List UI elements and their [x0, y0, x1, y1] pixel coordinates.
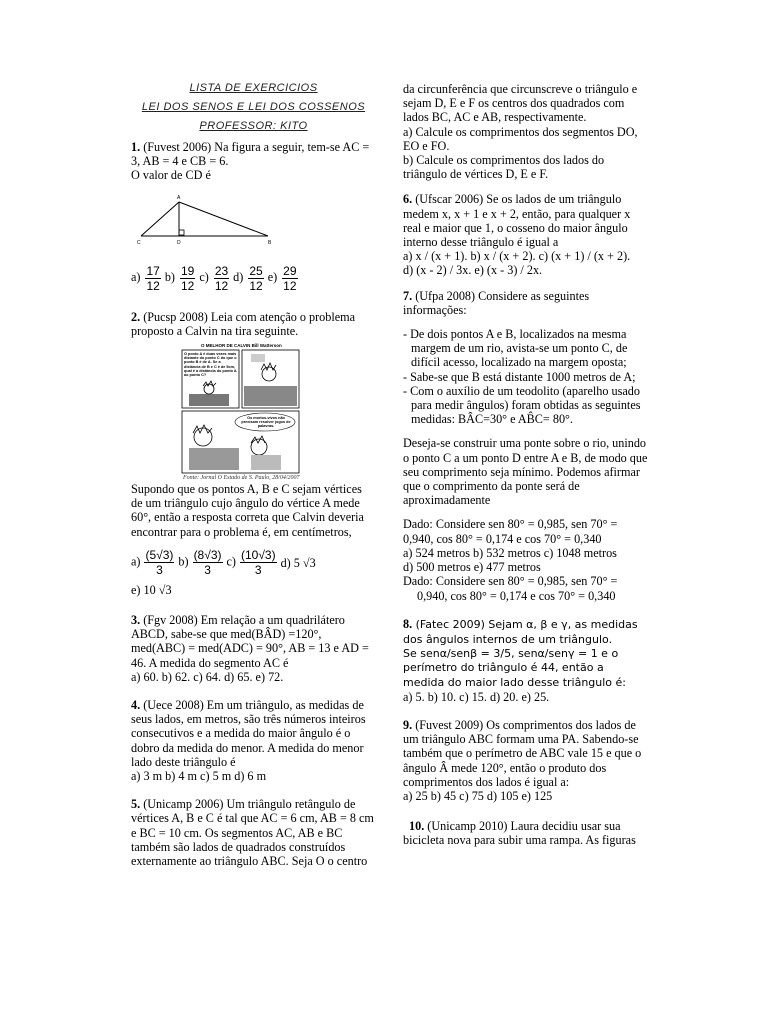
header-title: LISTA DE EXERCICIOS	[189, 82, 318, 94]
question-8-condition: Se senα/senβ = 3/5, senα/senγ = 1 e o perímetro do triângulo é 44, então a medida do maior lado desse triângulo é:	[403, 647, 627, 689]
question-6-options-2: d) (x - 2) / 3x. e) (x - 3) / 2x.	[403, 263, 543, 278]
question-5-continuation: da circunferência que circunscreve o triângulo e sejam D, E e F os centros dos quadrados com lados BC, AC e AB, respectivamente.	[403, 82, 638, 125]
question-7-bullet-1: - De dois pontos A e B, localizados na mesma margem de um rio, avista-se um ponto C, de difícil acesso, localizado na margem oposta;	[403, 327, 628, 370]
comic-source: Fonte: Jornal O Estado de S. Paulo, 28/04/2007	[183, 475, 300, 482]
vertex-a-label: A	[177, 194, 181, 201]
question-5-item-a: a) Calcule os comprimentos dos segmentos DO, EO e FO.	[403, 124, 638, 153]
question-4	[131, 698, 376, 783]
comic-bubble-zombie: Os mortos-vivos não precisam resolver jogos de palavras.	[241, 416, 291, 429]
question-7-bullet-2: - Sabe-se que B está distante 1000 metros de A;	[403, 369, 636, 384]
question-1-prompt: O valor de CD é	[131, 168, 211, 183]
question-7-statement: 7. (Ufpa 2008) Considere as seguintes informações:	[403, 288, 590, 317]
question-5-item-b: b) Calcule os comprimentos dos lados do triângulo de vértices D, E e F.	[403, 153, 605, 182]
comic-title: O MELHOR DE CALVIN Bill Watterson	[201, 343, 282, 349]
question-7-given-2b: 0,940, cos 80° = 0,174 e cos 70° = 0,340	[417, 588, 616, 603]
question-7-given-1: Dado: Considere sen 80° = 0,985, sen 70° = 0,940, cos 80° = 0,174 e cos 70° = 0,340	[403, 517, 618, 546]
question-9-statement: 9. (Fuvest 2009) Os comprimentos dos lados de um triângulo ABC formam uma PA. Sabendo-se também que o perímetro de ABC vale 15 e que o ângulo Â mede 120°, então o produto dos comprimentos dos lados é igual a:	[403, 717, 642, 789]
question-7-given-2a: Dado: Considere sen 80° = 0,985, sen 70° =	[403, 574, 618, 589]
question-7-bullet-3: - Com o auxílio de um teodolito (aparelho usado para medir ângulos) foram obtidas as seguintes medidas: BÂC=30° e AB̂C= 80°.	[403, 383, 641, 427]
option-a: a) $\frac{(5√3)}{3}$	[131, 548, 174, 578]
question-3-options: a) 60. b) 62. c) 64. d) 65. e) 72.	[131, 669, 284, 684]
right-column	[403, 82, 648, 848]
option-a: a) $\frac{17}{12}$	[131, 264, 160, 294]
question-8-statement: 8. (Fatec 2009) Sejam α, β e γ, as medidas dos ângulos internos de um triângulo.	[403, 616, 638, 646]
calvin-comic-strip	[181, 342, 301, 474]
question-1-statement: 1. (Fuvest 2006) Na figura a seguir, tem-se AC = 3, AB = 4 e CB = 6.	[131, 140, 370, 169]
question-9-options: a) 25 b) 45 c) 75 d) 105 e) 125	[403, 788, 553, 803]
question-9	[403, 718, 648, 803]
left-column	[131, 82, 376, 868]
document-header	[131, 82, 376, 133]
question-5-statement: 5. (Unicamp 2006) Um triângulo retângulo de vértices A, B e C é tal que AC = 6 cm, AB = 8 cm e BC = 10 cm. Os segmentos AC, AB e BC também são lados de quadrados construídos externamente ao triângulo ABC. Seja O o centro	[131, 797, 374, 869]
question-8	[403, 617, 648, 704]
option-b: b) $\frac{19}{12}$	[164, 264, 195, 294]
question-3	[131, 613, 376, 684]
question-6-options-1: a) x / (x + 1). b) x / (x + 2). c) (x + 1) / (x + 2).	[403, 249, 631, 264]
comic-bubble-problem: O ponto A é duas vezes mais distante do ponto C do que o ponto B é de A. Se a distância de B e C é de 5cm, qual é a distância do ponto A ao ponto C?	[184, 352, 237, 378]
question-7	[403, 289, 648, 603]
question-7-options-2: d) 500 metros e) 477 metros	[403, 560, 541, 575]
vertex-d-label: D	[177, 239, 181, 246]
question-1-number: 1.	[131, 140, 141, 154]
question-2	[131, 310, 376, 597]
question-2-prompt: Supondo que os pontos A, B e C sejam vértices de um triângulo cujo ângulo do vértice A mede 60°, então a resposta correta que Calvin deveria encontrar para o problema é, em centímetros,	[131, 482, 364, 539]
question-2-options	[131, 543, 376, 583]
question-4-statement: 4. (Uece 2008) Em um triângulo, as medidas de seus lados, em metros, são três números inteiros consecutivos e a medida do maior ângulo é o dobro da medida do menor. A medida do menor lado deste triângulo é	[131, 698, 366, 769]
option-e: e) 10 √3	[131, 582, 172, 597]
question-10	[403, 819, 648, 847]
question-1	[131, 140, 376, 299]
option-d: d) 5 √3	[280, 555, 316, 570]
option-e: e) $\frac{29}{12}$	[267, 264, 297, 294]
question-6-statement: 6. (Ufscar 2006) Se os lados de um triângulo medem x, x + 1 e x + 2, então, para qualquer x real e maior que 1, o cosseno do maior ângulo interno desse triângulo é igual a	[403, 192, 631, 250]
question-1-options	[131, 259, 376, 299]
option-c: c) $\frac{23}{12}$	[199, 264, 229, 294]
question-10-statement: 10. (Unicamp 2010) Laura decidiu usar sua bicicleta nova para subir uma rampa. As figuras	[403, 819, 636, 848]
header-subtitle: LEI DOS SENOS E LEI DOS COSSENOS	[141, 101, 366, 113]
question-2-statement: 2. (Pucsp 2008) Leia com atenção o problema proposto a Calvin na tira seguinte.	[131, 309, 356, 338]
option-b: b) $\frac{(8√3)}{3}$	[178, 548, 222, 578]
question-5	[131, 797, 376, 868]
question-4-options: a) 3 m b) 4 m c) 5 m d) 6 m	[131, 769, 267, 784]
option-d: d) $\frac{25}{12}$	[233, 264, 263, 294]
question-7-prompt: Deseja-se construir uma ponte sobre o rio, unindo o ponto C a um ponto D entre A e B, de modo que seu comprimento seja mínimo. Podemos afirmar que o comprimento da ponte será de aproximadamente	[403, 436, 648, 508]
vertex-b-label: B	[268, 239, 272, 246]
header-professor: PROFESSOR: KITO	[199, 120, 308, 132]
question-8-options: a) 5. b) 10. c) 15. d) 20. e) 25.	[403, 689, 550, 704]
vertex-c-label: C	[137, 239, 141, 246]
question-7-options-1: a) 524 metros b) 532 metros c) 1048 metros	[403, 545, 617, 560]
question-3-statement: 3. (Fgv 2008) Em relação a um quadrilátero ABCD, sabe-se que med(BÂD) =120°, med(ABC) = med(ADC) = 90°, AB = 13 e AD = 46. A medida do segmento AC é	[131, 613, 369, 670]
question-6	[403, 192, 648, 277]
option-c: c) $\frac{(10√3)}{3}$	[226, 548, 276, 578]
triangle-figure	[135, 191, 275, 249]
